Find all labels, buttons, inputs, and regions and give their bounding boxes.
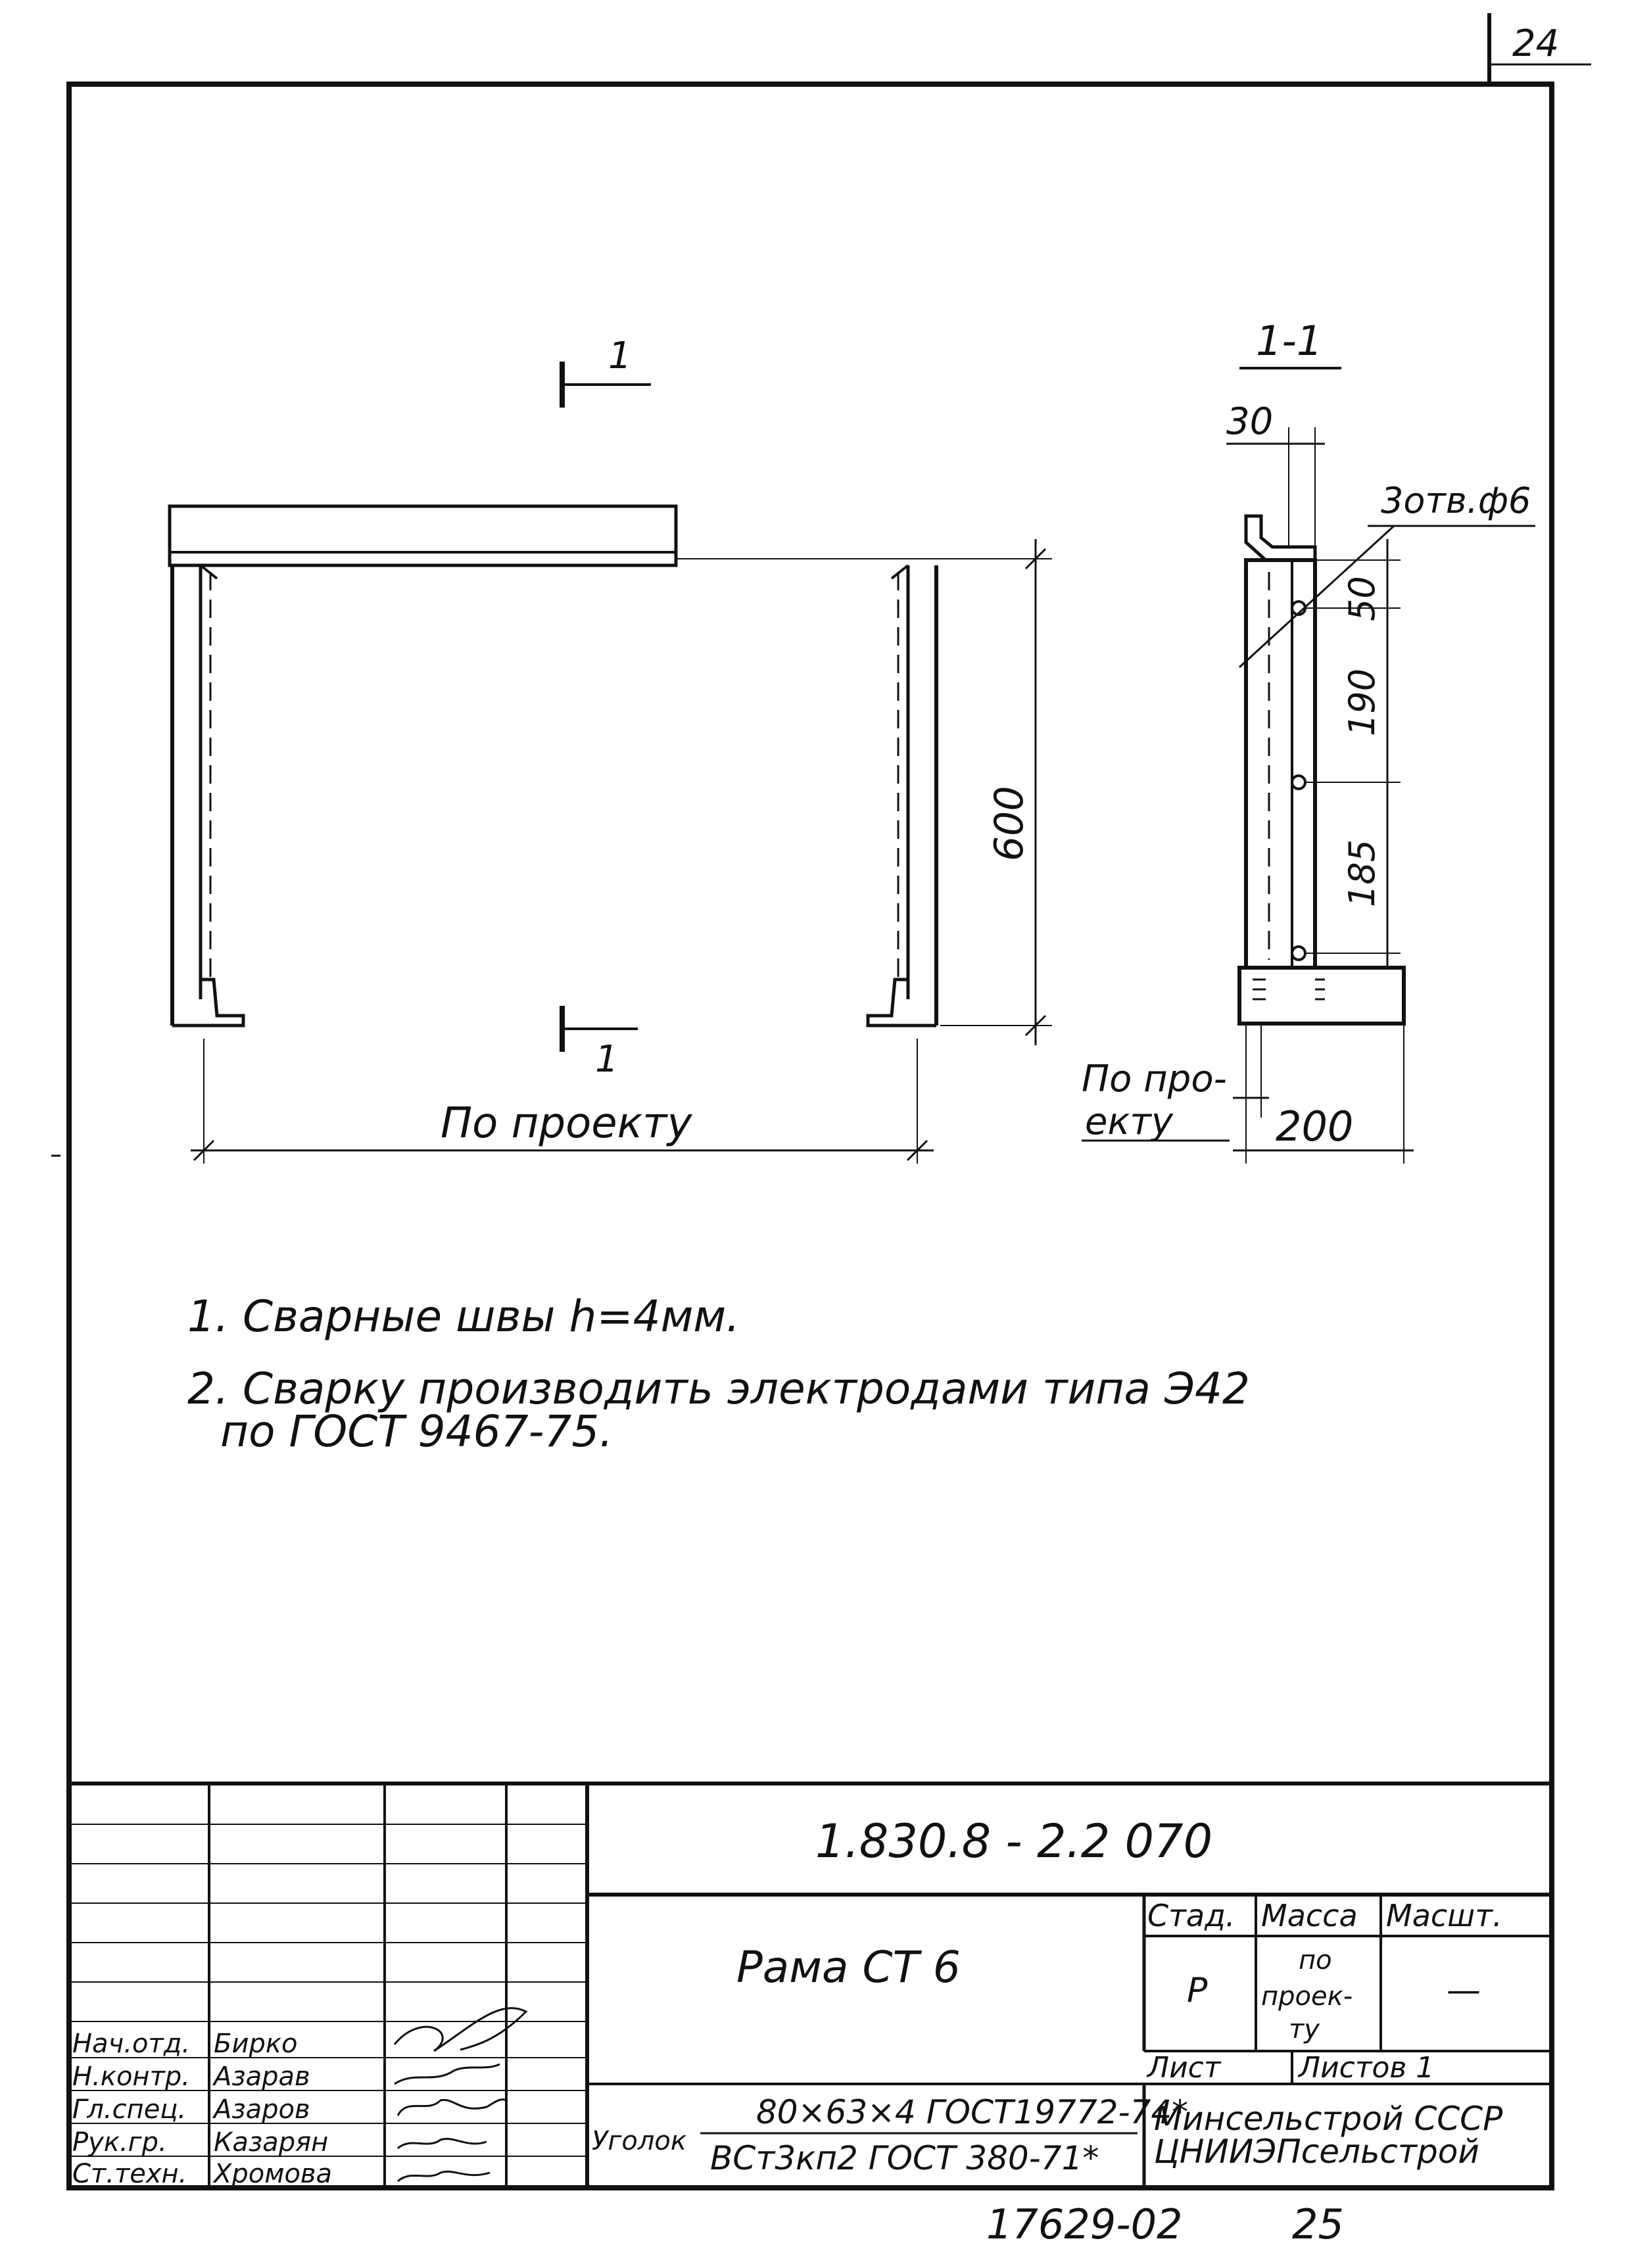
note-1: 1. Сварные швы h=4мм. — [187, 1291, 740, 1342]
section-view — [1082, 317, 1535, 1164]
scale-header: Масшт. — [1386, 1898, 1502, 1933]
stage-header: Стад. — [1147, 1898, 1235, 1933]
org-line-1: Минсельстрой СССР — [1154, 2100, 1503, 2138]
staff-role-2: Н.контр. — [72, 2062, 190, 2092]
title-block — [69, 1784, 1552, 2189]
stage-value: Р — [1187, 1971, 1208, 2010]
note-2-cont: по ГОСТ 9467-75. — [220, 1406, 613, 1457]
notes — [187, 1291, 1250, 1457]
staff-role-3: Гл.спец. — [72, 2094, 187, 2125]
dim-height: 600 — [986, 786, 1032, 861]
section-mark-top: 1 — [608, 335, 632, 377]
sheet-number: 24 — [1512, 22, 1560, 65]
org-line-2: ЦНИИЭПсельстрой — [1154, 2133, 1479, 2171]
material-bottom: ВСт3кп2 ГОСТ 380-71* — [710, 2139, 1099, 2177]
dim-d2: 190 — [1341, 668, 1383, 736]
dim-left-label-2: екту — [1085, 1100, 1174, 1143]
scale-value: — — [1447, 1971, 1481, 2010]
mass-header: Масса — [1261, 1898, 1358, 1933]
staff-role-1: Нач.отд. — [72, 2029, 191, 2059]
drawing-name: Рама СТ 6 — [736, 1942, 961, 1993]
staff-role-5: Ст.техн. — [72, 2159, 187, 2189]
sheet-label: Лист — [1147, 2051, 1221, 2085]
front-view — [170, 335, 1052, 1164]
staff-name-2: Азарав — [214, 2062, 310, 2092]
doc-code: 1.830.8 - 2.2 070 — [815, 1814, 1213, 1868]
inventory-number: 17629-02 — [986, 2200, 1183, 2248]
staff-role-4: Рук.гр. — [72, 2127, 167, 2158]
section-mark-bottom: 1 — [595, 1038, 619, 1081]
page-number: 25 — [1292, 2200, 1344, 2248]
note-2: 2. Сварку производить электродами типа Э42 — [187, 1363, 1251, 1414]
staff-name-1: Бирко — [214, 2029, 298, 2059]
material-prefix: Уголок — [592, 2126, 687, 2156]
dim-offset: 30 — [1226, 400, 1274, 443]
sheets-label: Листов 1 — [1299, 2051, 1435, 2085]
staff-name-4: Казарян — [214, 2127, 329, 2158]
dim-width-label: По проекту — [441, 1099, 692, 1148]
section-title: 1-1 — [1256, 317, 1323, 365]
dim-d1: 50 — [1341, 576, 1383, 621]
dim-left-label-1: По про- — [1082, 1058, 1227, 1100]
mass-value-3: ту — [1289, 2014, 1320, 2044]
dim-bottom-width: 200 — [1276, 1102, 1354, 1150]
mass-value-2: проек- — [1261, 1981, 1353, 2012]
holes-note: 3отв.ф6 — [1381, 480, 1531, 521]
staff-name-5: Хромова — [214, 2159, 332, 2189]
staff-name-3: Азаров — [214, 2094, 310, 2125]
material-top: 80×63×4 ГОСТ19772-74* — [756, 2093, 1189, 2131]
mass-value-1: по — [1299, 1945, 1332, 1975]
dim-d3: 185 — [1341, 839, 1383, 907]
